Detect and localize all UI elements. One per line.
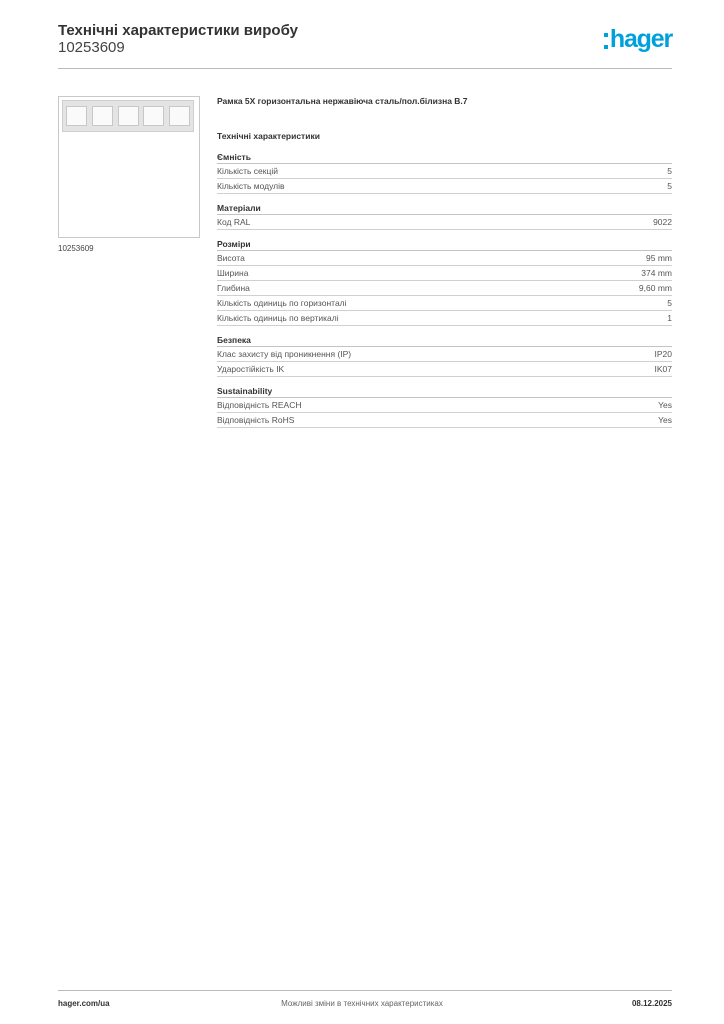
- spec-label: Код RAL: [217, 217, 251, 227]
- spec-row: [217, 362, 672, 377]
- hager-logo[interactable]: [604, 24, 672, 54]
- document-title: Технічні характеристики виробу: [58, 22, 298, 39]
- spec-row: [217, 251, 672, 266]
- spec-value: Yes: [658, 400, 672, 410]
- spec-section: [217, 334, 672, 377]
- spec-heading: Технічні характеристики: [217, 131, 320, 141]
- footer-date: 08.12.2025: [631, 999, 672, 1008]
- frame-cell: [143, 106, 164, 126]
- spec-value: 9022: [653, 217, 672, 227]
- section-title: Безпека: [217, 334, 672, 347]
- spec-section: [217, 385, 672, 428]
- product-image: [58, 96, 200, 238]
- frame-illustration: [62, 100, 194, 132]
- section-title: Sustainability: [217, 385, 672, 398]
- spec-label: Ударостійкість IK: [217, 364, 285, 374]
- spec-section: [217, 151, 672, 194]
- spec-label: Відповідність RoHS: [217, 415, 295, 425]
- section-title: Ємність: [217, 151, 672, 164]
- spec-label: Висота: [217, 253, 245, 263]
- spec-row: [217, 164, 672, 179]
- spec-row: [217, 347, 672, 362]
- footer-website[interactable]: hager.com/ua: [58, 999, 110, 1008]
- spec-row: [217, 215, 672, 230]
- spec-row: [217, 179, 672, 194]
- spec-row: [217, 296, 672, 311]
- header-divider: [58, 68, 672, 69]
- spec-value: Yes: [658, 415, 672, 425]
- spec-value: IP20: [654, 349, 672, 359]
- spec-sections: [217, 151, 672, 428]
- spec-section: [217, 238, 672, 326]
- spec-label: Кількість модулів: [217, 181, 285, 191]
- footer-notice: Можливі зміни в технічних характеристиках: [281, 999, 443, 1008]
- spec-label: Кількість одиниць по вертикалі: [217, 313, 339, 323]
- spec-row: [217, 398, 672, 413]
- spec-label: Кількість одиниць по горизонталі: [217, 298, 347, 308]
- spec-content: [217, 96, 672, 436]
- spec-value: 5: [667, 166, 672, 176]
- frame-cell: [118, 106, 139, 126]
- spec-label: Клас захисту від проникнення (IP): [217, 349, 352, 359]
- logo-mark-icon: [604, 33, 608, 49]
- spec-label: Кількість секцій: [217, 166, 278, 176]
- spec-value: 1: [667, 313, 672, 323]
- footer-divider: [58, 990, 672, 991]
- section-title: Матеріали: [217, 202, 672, 215]
- logo-text: hager: [609, 24, 672, 53]
- spec-label: Ширина: [217, 268, 249, 278]
- spec-row: [217, 281, 672, 296]
- frame-cell: [169, 106, 190, 126]
- spec-row: [217, 266, 672, 281]
- spec-row: [217, 311, 672, 326]
- spec-value: 95 mm: [646, 253, 672, 263]
- spec-value: 5: [667, 298, 672, 308]
- frame-cell: [92, 106, 113, 126]
- spec-label: Відповідність REACH: [217, 400, 302, 410]
- image-caption: 10253609: [58, 244, 94, 253]
- page-header: [58, 20, 672, 68]
- spec-value: IK07: [654, 364, 672, 374]
- spec-section: [217, 202, 672, 230]
- section-title: Розміри: [217, 238, 672, 251]
- spec-value: 5: [667, 181, 672, 191]
- product-description: Рамка 5X горизонтальна нержавіюча сталь/пол.білизна B.7: [217, 96, 468, 106]
- document-number: 10253609: [58, 39, 125, 56]
- frame-cell: [66, 106, 87, 126]
- spec-label: Глибина: [217, 283, 250, 293]
- spec-value: 374 mm: [641, 268, 672, 278]
- spec-value: 9,60 mm: [638, 283, 672, 293]
- spec-row: [217, 413, 672, 428]
